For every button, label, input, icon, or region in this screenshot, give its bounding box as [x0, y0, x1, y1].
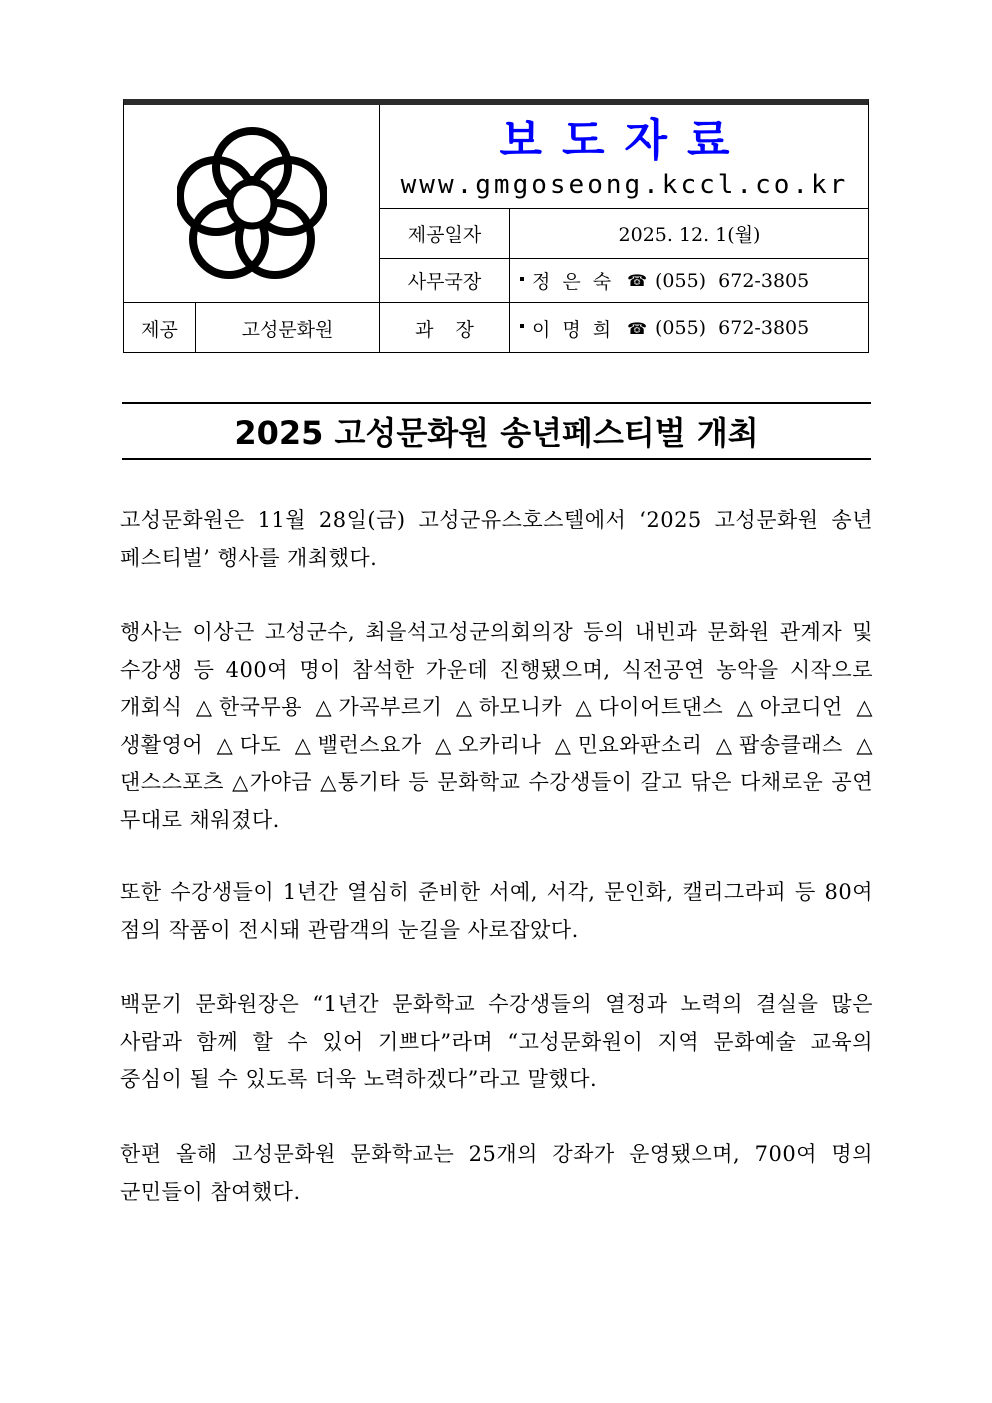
date-value: 2025. 12. 1(월)	[618, 224, 761, 246]
secretary-label: 사무국장	[407, 271, 482, 293]
secretary-contact	[510, 259, 869, 302]
provider-label-cell	[124, 303, 195, 353]
paragraph-5: 한편 올해 고성문화원 문화학교는 25개의 강좌가 운영됐으며, 700여 명의 군민들이 참여했다.	[120, 1142, 873, 1204]
secretary-label-cell	[380, 259, 509, 302]
bullet-icon	[520, 277, 524, 281]
headline-text: 2025 고성문화원 송년페스티벌 개최	[234, 414, 759, 452]
manager-label: 과장	[415, 318, 496, 341]
url-text[interactable]: www.gmgoseong.kccl.co.kr	[400, 170, 849, 200]
press-release-title	[380, 105, 869, 167]
date-label-cell	[380, 209, 509, 258]
cultural-center-emblem-icon	[177, 124, 327, 284]
secretary-name: 정은숙	[532, 271, 624, 293]
headline	[122, 402, 871, 460]
provider-label: 제공	[141, 318, 178, 341]
phone-icon: ☎	[627, 271, 647, 290]
paragraph-4: 백문기 문화원장은 “1년간 문화학교 수강생들의 열정과 노력의 결실을 많은 사람과 함께 할 수 있어 기쁘다”라며 “고성문화원이 지역 문화예술 교육의 중심이 될 수 있도록 더욱 노력하겠다”라고 말했다.	[120, 992, 873, 1091]
paragraph-2: 행사는 이상근 고성군수, 최을석고성군의회의장 등의 내빈과 문화원 관계자 및 수강생 등 400여 명이 참석한 가운데 진행됐으며, 식전공연 농악을 시작으로 개회식 △한국무용 △가곡부르기 △하모니카 △다이어트댄스 △아코디언 △생활영어 △다도 △밸런스요가 △오카리나 △민요와판소리 △팝송클래스 △댄스스포츠 △가야금 △통기타 등 문화학교 수강생들이 갈고 닦은 다채로운 공연 무대로 채워졌다.	[120, 620, 873, 832]
date-label: 제공일자	[407, 224, 482, 246]
manager-contact	[510, 303, 869, 353]
date-value-cell	[510, 209, 869, 258]
manager-phone: (055) 672-3805	[655, 317, 810, 339]
logo	[124, 105, 380, 302]
manager-name: 이명희	[532, 318, 624, 341]
title-text: 보도자료	[499, 115, 750, 166]
paragraph-1: 고성문화원은 11월 28일(금) 고성군유스호스텔에서 ‘2025 고성문화원 송년 페스티벌’ 행사를 개최했다.	[120, 508, 873, 570]
provider-value: 고성문화원	[241, 318, 334, 341]
website-url[interactable]	[380, 163, 869, 207]
phone-icon: ☎	[627, 318, 647, 338]
bullet-icon	[520, 324, 524, 328]
provider-value-cell	[196, 303, 379, 353]
press-release-header-table	[123, 99, 869, 353]
secretary-phone: (055) 672-3805	[655, 269, 810, 292]
paragraph-3: 또한 수강생들이 1년간 열심히 준비한 서예, 서각, 문인화, 캘리그라피 등 80여 점의 작품이 전시돼 관람객의 눈길을 사로잡았다.	[120, 880, 873, 942]
manager-label-cell	[380, 303, 509, 353]
